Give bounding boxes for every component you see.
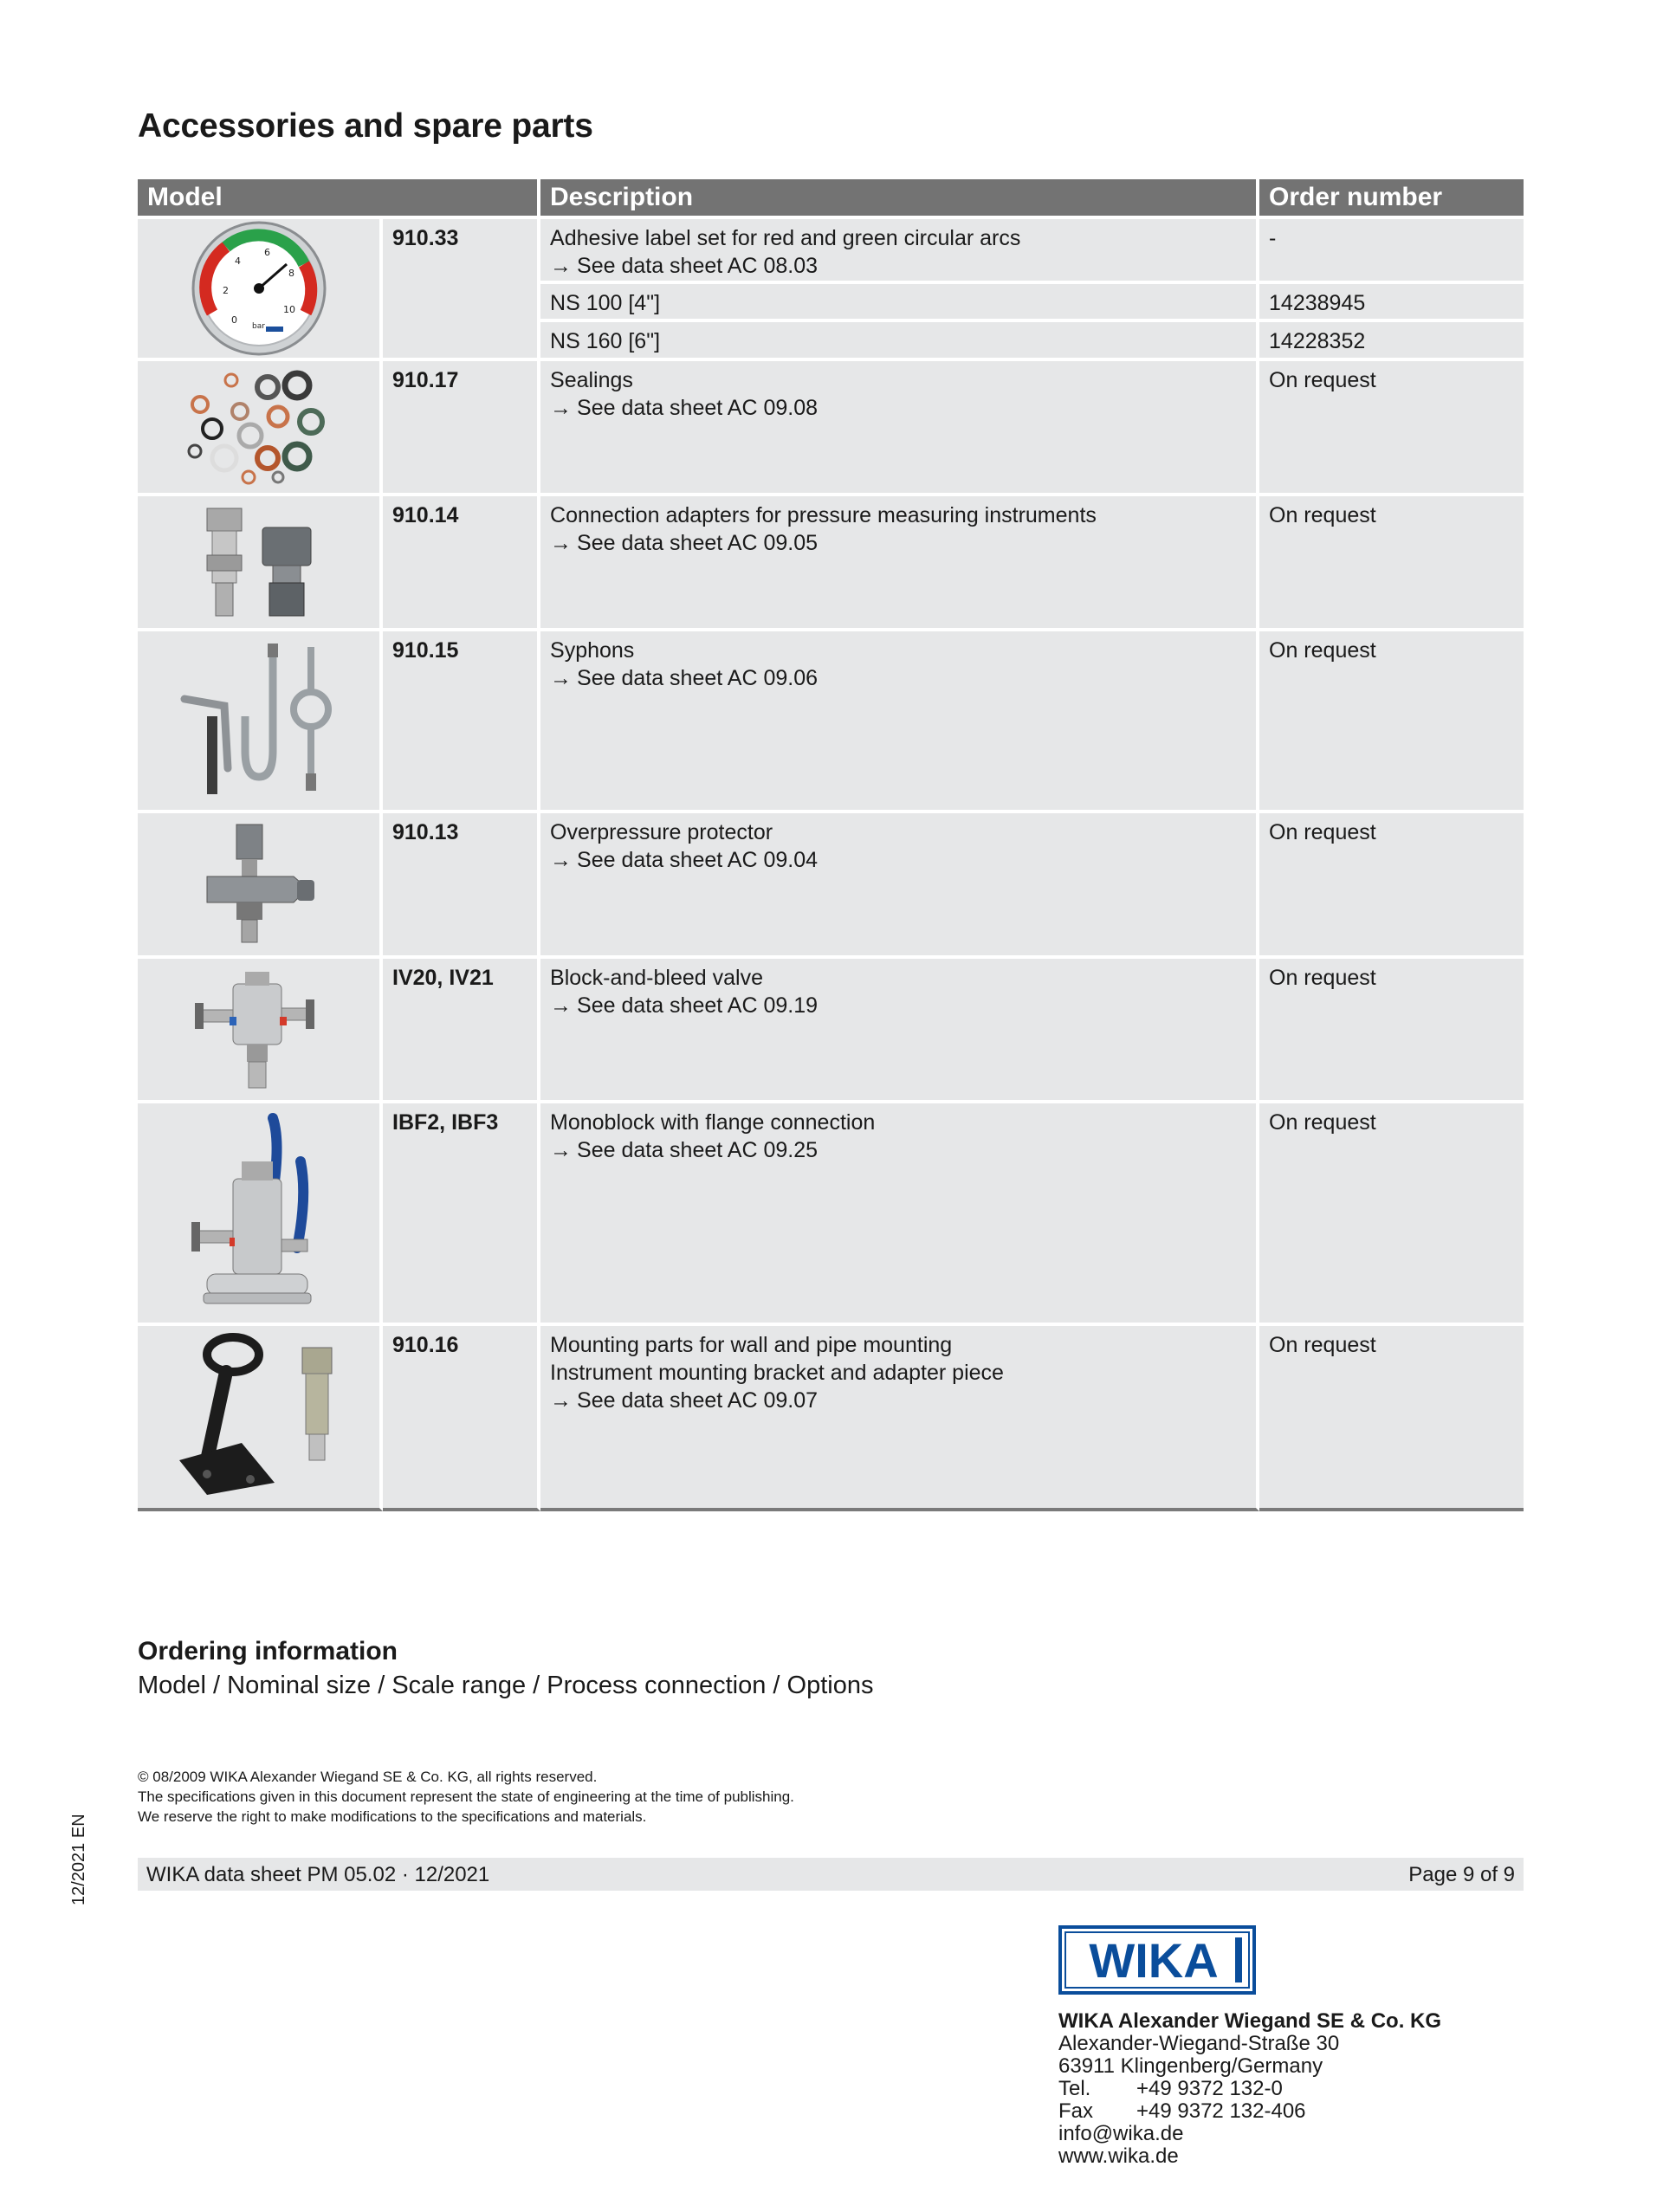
syphons-image xyxy=(172,638,346,803)
description-cell: NS 100 [4"] xyxy=(540,281,1259,320)
data-sheet-reference xyxy=(550,394,1246,422)
table-row xyxy=(138,955,1524,1100)
table-row xyxy=(138,628,1524,810)
table-row xyxy=(138,1323,1524,1511)
table-row xyxy=(138,216,1524,281)
company-address xyxy=(1058,2010,1441,2168)
table-header-row xyxy=(138,179,1524,216)
description-cell xyxy=(540,1323,1259,1511)
pressure-gauge-image xyxy=(190,219,328,358)
table-row xyxy=(138,1100,1524,1323)
footer-bar xyxy=(138,1858,1524,1891)
product-image-cell xyxy=(138,216,383,358)
order-number-cell: 14238945 xyxy=(1259,281,1524,320)
product-image-cell xyxy=(138,1323,383,1511)
product-image-cell xyxy=(138,493,383,628)
model-cell: IBF2, IBF3 xyxy=(383,1100,540,1323)
data-sheet-link[interactable]: See data sheet AC 09.25 xyxy=(577,1138,819,1162)
block-and-bleed-valve-image xyxy=(190,965,328,1095)
product-image-cell xyxy=(138,1100,383,1323)
city: 63911 Klingenberg/Germany xyxy=(1058,2054,1323,2078)
order-number-cell: On request xyxy=(1259,493,1524,628)
ordering-info-text: Model / Nominal size / Scale range / Process connection / Options xyxy=(138,1672,874,1699)
gauge-scale-2: 2 xyxy=(222,285,229,296)
model-cell: 910.14 xyxy=(383,493,540,628)
website-link[interactable]: www.wika.de xyxy=(1058,2144,1179,2168)
description-cell xyxy=(540,358,1259,493)
data-sheet-reference xyxy=(550,1387,1246,1414)
sealings-image xyxy=(181,366,337,488)
fax-number: +49 9372 132-406 xyxy=(1136,2099,1306,2123)
order-number-cell: On request xyxy=(1259,955,1524,1100)
data-sheet-reference-footer: WIKA data sheet PM 05.02 · 12/2021 xyxy=(146,1863,490,1886)
description-cell xyxy=(540,628,1259,810)
model-cell: 910.16 xyxy=(383,1323,540,1511)
fax-label: Fax xyxy=(1058,2099,1094,2123)
description-line: Adhesive label set for red and green circular arcs xyxy=(550,226,1021,250)
data-sheet-link[interactable]: See data sheet AC 08.03 xyxy=(577,254,819,278)
monoblock-valve-image xyxy=(172,1109,346,1317)
data-sheet-reference xyxy=(550,664,1246,692)
gauge-scale-6: 6 xyxy=(263,247,270,258)
gauge-scale-8: 8 xyxy=(288,268,294,279)
side-date-label: 12/2021 EN xyxy=(69,1814,88,1905)
data-sheet-link[interactable]: See data sheet AC 09.07 xyxy=(577,1388,819,1413)
company-name: WIKA Alexander Wiegand SE & Co. KG xyxy=(1058,2009,1442,2033)
data-sheet-reference xyxy=(550,529,1246,557)
table-row xyxy=(138,358,1524,493)
arrow-icon: → xyxy=(550,531,573,555)
description-line: Block-and-bleed valve xyxy=(550,966,763,990)
arrow-icon: → xyxy=(550,254,573,278)
phone-line xyxy=(1058,2078,1441,2100)
gauge-unit: bar xyxy=(251,322,265,331)
legal-notice xyxy=(138,1767,794,1827)
description-line: Connection adapters for pressure measuring instruments xyxy=(550,503,1097,527)
data-sheet-reference xyxy=(550,992,1246,1019)
accessories-table xyxy=(138,179,1524,1511)
header-model: Model xyxy=(138,179,540,216)
data-sheet-link[interactable]: See data sheet AC 09.05 xyxy=(577,531,819,555)
arrow-icon: → xyxy=(550,993,573,1018)
data-sheet-reference xyxy=(550,1136,1246,1164)
description-line: Monoblock with flange connection xyxy=(550,1110,876,1135)
arrow-icon: → xyxy=(550,1388,573,1413)
gauge-scale-4: 4 xyxy=(234,255,241,267)
gauge-scale-0: 0 xyxy=(230,314,237,326)
street: Alexander-Wiegand-Straße 30 xyxy=(1058,2032,1340,2055)
ordering-info-title: Ordering information xyxy=(138,1637,398,1665)
arrow-icon: → xyxy=(550,666,573,690)
order-number-cell: On request xyxy=(1259,1323,1524,1511)
arrow-icon: → xyxy=(550,1138,573,1162)
model-cell: IV20, IV21 xyxy=(383,955,540,1100)
email-link[interactable]: info@wika.de xyxy=(1058,2122,1184,2145)
arrow-icon: → xyxy=(550,848,573,872)
product-image-cell xyxy=(138,358,383,493)
product-image-cell xyxy=(138,628,383,810)
data-sheet-link[interactable]: See data sheet AC 09.19 xyxy=(577,993,819,1018)
product-image-cell xyxy=(138,955,383,1100)
data-sheet-link[interactable]: See data sheet AC 09.04 xyxy=(577,848,819,872)
description-line: Instrument mounting bracket and adapter piece xyxy=(550,1361,1004,1385)
order-number-cell: On request xyxy=(1259,628,1524,810)
order-number-cell: - xyxy=(1259,216,1524,281)
fax-line xyxy=(1058,2100,1441,2123)
data-sheet-link[interactable]: See data sheet AC 09.08 xyxy=(577,396,819,420)
logo-text: WIKA xyxy=(1089,1933,1219,1988)
connection-adapters-image xyxy=(190,501,328,623)
tel-number[interactable]: +49 9372 132-0 xyxy=(1136,2077,1283,2100)
description-line: Sealings xyxy=(550,368,633,392)
data-sheet-reference xyxy=(550,846,1246,874)
table-row xyxy=(138,810,1524,955)
gauge-scale-10: 10 xyxy=(282,304,295,315)
description-cell xyxy=(540,1100,1259,1323)
legal-line: The specifications given in this document represent the state of engineering at the time of publishing. xyxy=(138,1788,794,1805)
copyright-line: © 08/2009 WIKA Alexander Wiegand SE & Co. KG, all rights reserved. xyxy=(138,1769,598,1785)
order-number-cell: On request xyxy=(1259,810,1524,955)
description-line: Syphons xyxy=(550,638,635,663)
description-cell xyxy=(540,955,1259,1100)
overpressure-protector-image xyxy=(190,819,328,949)
table-row xyxy=(138,493,1524,628)
order-number-cell: On request xyxy=(1259,1100,1524,1323)
description-cell xyxy=(540,493,1259,628)
legal-line: We reserve the right to make modifications to the specifications and materials. xyxy=(138,1808,647,1825)
product-image-cell xyxy=(138,810,383,955)
order-number-cell: 14228352 xyxy=(1259,319,1524,358)
description-line: Overpressure protector xyxy=(550,820,773,844)
model-cell: 910.13 xyxy=(383,810,540,955)
description-cell xyxy=(540,810,1259,955)
wika-logo xyxy=(1058,1925,1256,1995)
arrow-icon: → xyxy=(550,396,573,420)
model-cell: 910.15 xyxy=(383,628,540,810)
data-sheet-link[interactable]: See data sheet AC 09.06 xyxy=(577,666,819,690)
data-sheet-reference xyxy=(550,252,1246,280)
tel-label: Tel. xyxy=(1058,2077,1091,2100)
header-order-number: Order number xyxy=(1259,179,1524,216)
page-title: Accessories and spare parts xyxy=(138,107,593,145)
model-cell: 910.17 xyxy=(383,358,540,493)
page-number: Page 9 of 9 xyxy=(1408,1863,1515,1886)
order-number-cell: On request xyxy=(1259,358,1524,493)
mounting-parts-image xyxy=(172,1330,346,1504)
header-description: Description xyxy=(540,179,1259,216)
model-cell: 910.33 xyxy=(383,216,540,358)
description-line: Mounting parts for wall and pipe mounting xyxy=(550,1333,953,1357)
description-cell: NS 160 [6"] xyxy=(540,319,1259,358)
description-cell xyxy=(540,216,1259,281)
